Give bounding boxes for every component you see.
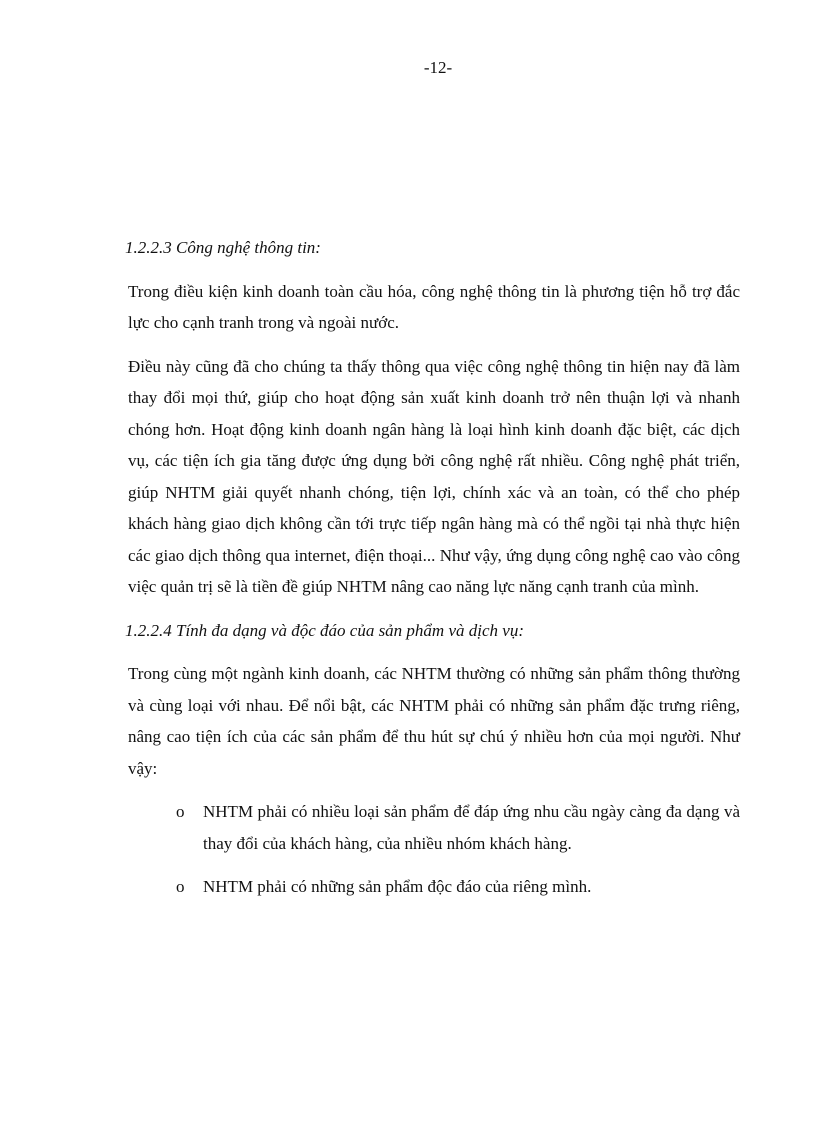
list-item bbox=[128, 796, 740, 859]
bullet-list bbox=[128, 796, 740, 903]
paragraph: Trong điều kiện kinh doanh toàn cầu hóa, công nghệ thông tin là phương tiện hỗ trợ đắc lực cho cạnh tranh trong và ngoài nước. bbox=[128, 281, 740, 332]
list-item bbox=[128, 871, 740, 903]
section-product-diversity bbox=[125, 615, 740, 903]
section-information-technology bbox=[125, 232, 740, 603]
paragraph: Trong cùng một ngành kinh doanh, các NHTM thường có những sản phẩm thông thường và cùng loại với nhau. Để nổi bật, các NHTM phải có những sản phẩm đặc trưng riêng, nâng cao tiện ích của các sản phẩm để thu hút sự chú ý nhiều hơn của mọi người. Như vậy: bbox=[128, 664, 740, 778]
document-body bbox=[125, 232, 740, 915]
list-item-text: NHTM phải có nhiều loại sản phẩm để đáp ứng nhu cầu ngày càng đa dạng và thay đổi của khách hàng, của nhiều nhóm khách hàng. bbox=[203, 802, 740, 853]
page-number: -12- bbox=[423, 58, 453, 77]
paragraph: Điều này cũng đã cho chúng ta thấy thông qua việc công nghệ thông tin hiện nay đã làm thay đổi mọi thứ, giúp cho hoạt động sản xuất kinh doanh trở nên thuận lợi và nhanh chóng hơn. Hoạt động kinh doanh ngân hàng là loại hình kinh doanh đặc biệt, các dịch vụ, các tiện ích gia tăng được ứng dụng bởi công nghệ rất nhiều. Công nghệ phát triển, giúp NHTM giải quyết nhanh chóng, tiện lợi, chính xác và an toàn, có thể cho phép khách hàng giao dịch không cần tới trực tiếp ngân hàng mà có thể ngồi tại nhà thực hiện các giao dịch thông qua internet, điện thoại... Như vậy, ứng dụng công nghệ cao vào công việc quản trị sẽ là tiền đề giúp NHTM nâng cao năng lực năng cạnh tranh của mình. bbox=[128, 356, 740, 596]
section-heading: 1.2.2.3 Công nghệ thông tin: bbox=[125, 238, 321, 257]
circle-bullet-icon: o bbox=[176, 877, 185, 896]
list-item-text: NHTM phải có những sản phẩm độc đáo của riêng mình. bbox=[203, 877, 592, 896]
section-heading: 1.2.2.4 Tính đa dạng và độc đáo của sản phẩm và dịch vụ: bbox=[125, 620, 524, 640]
circle-bullet-icon: o bbox=[176, 802, 185, 821]
